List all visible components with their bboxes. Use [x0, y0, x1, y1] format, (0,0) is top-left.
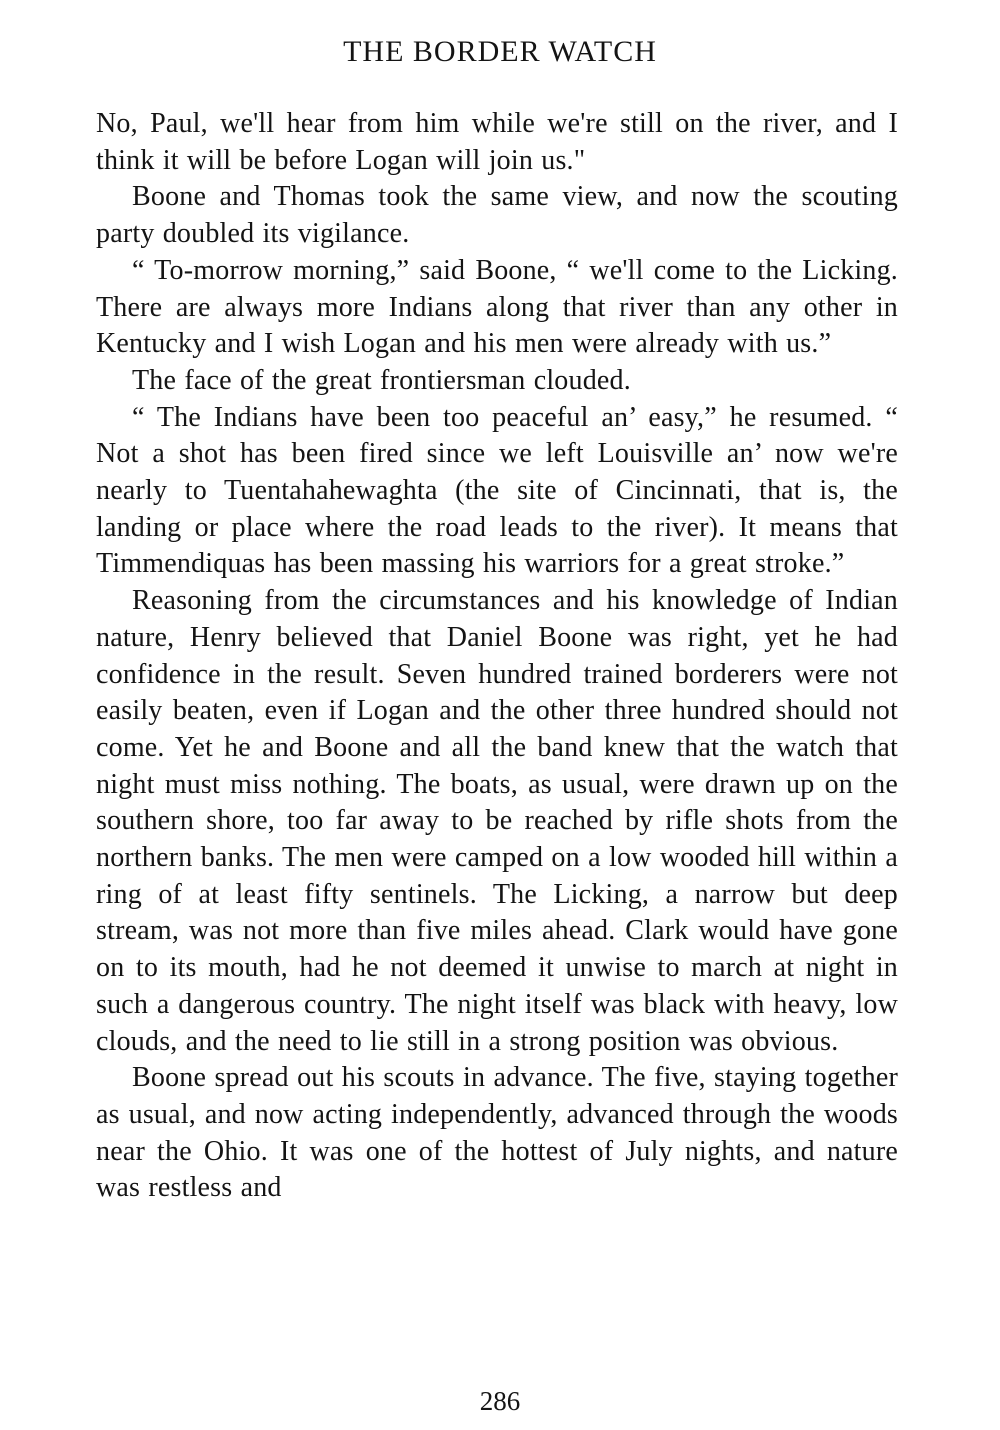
paragraph-7: Boone spread out his scouts in advance. The five, staying together as usual, and now acting independently, advanced through the woods near the Ohio. It was one of the hottest of July nights, and nature was restless and — [96, 1062, 898, 1204]
paragraph-5: “ The Indians have been too peaceful an’ easy,” he resumed. “ Not a shot has been fired since we left Louisville an’ now we're nearly to Tuentahahewaghta (the site of Cincinnati, that is, the landing or place where the road leads to the river). It means that Timmendiquas has been massing his warriors for a great stroke.” — [96, 401, 898, 580]
page-number: 286 — [479, 1386, 521, 1416]
running-head: THE BORDER WATCH — [343, 35, 657, 68]
paragraph-6: Reasoning from the circumstances and his knowledge of Indian nature, Henry believed that Daniel Boone was right, yet he had confidence in the result. Seven hundred trained borderers were not easily beaten, even if Logan and the other three hundred should not come. Yet he and Boone and all the band knew that the watch that night must miss nothing. The boats, as usual, were drawn up on the southern shore, too far away to be reached by rifle shots from the northern banks. The men were camped on a low wooded hill within a ring of at least fifty sentinels. The Licking, a narrow but deep stream, was not more than five miles ahead. Clark would have gone on to its mouth, had he not deemed it unwise to march at night in such a dangerous country. The night itself was black with heavy, low clouds, and the need to lie still in a strong position was obvious. — [96, 585, 898, 1057]
page-body — [96, 106, 898, 1207]
paragraph-3: “ To-morrow morning,” said Boone, “ we'll come to the Licking. There are always more Indians along that river than any other in Kentucky and I wish Logan and his men were already with us.” — [96, 254, 898, 360]
paragraph-4: The face of the great frontiersman clouded. — [132, 364, 631, 396]
paragraph-1: No, Paul, we'll hear from him while we're still on the river, and I think it will be before Logan will join us." — [96, 108, 898, 176]
paragraph-2: Boone and Thomas took the same view, and now the scouting party doubled its vigilance. — [96, 181, 898, 250]
